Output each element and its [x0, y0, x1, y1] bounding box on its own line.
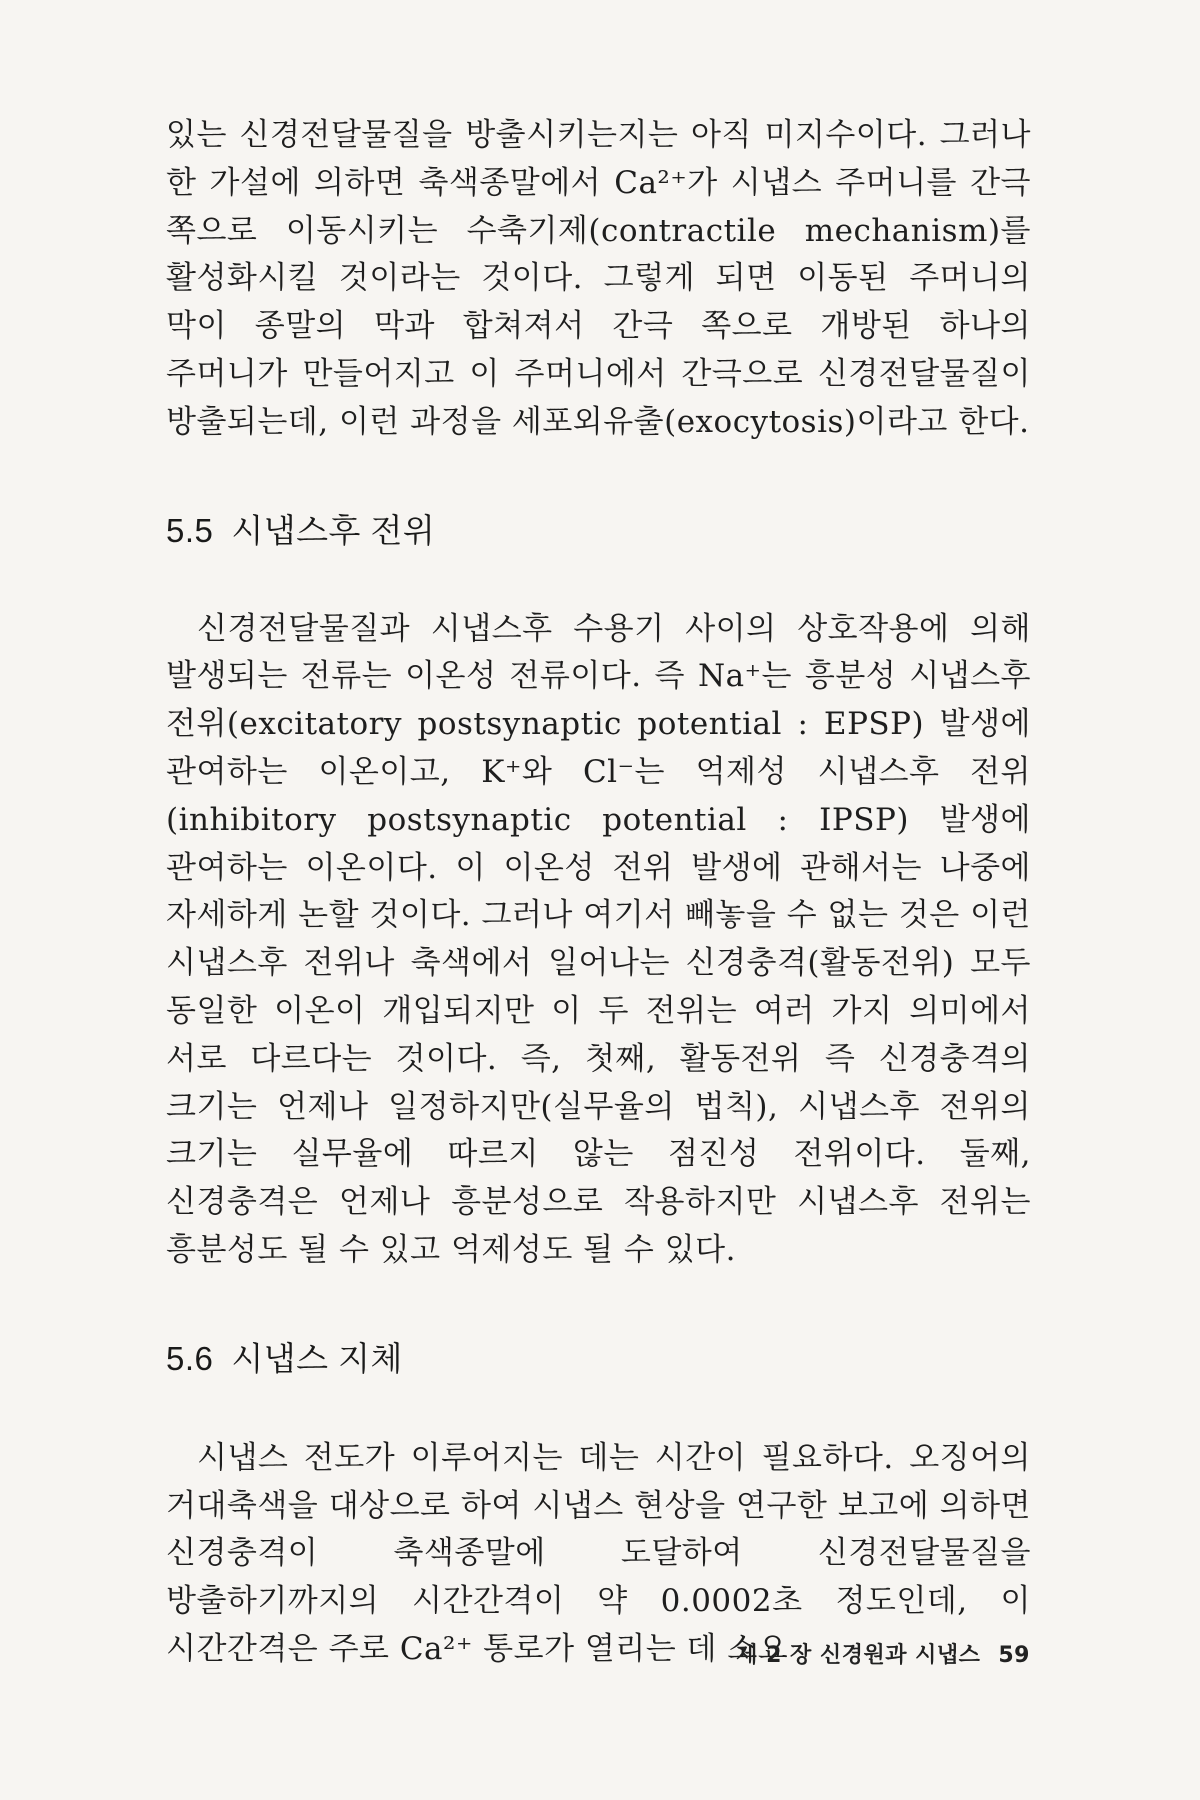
body-paragraph: 있는 신경전달물질을 방출시키는지는 아직 미지수이다. 그러나 한 가설에 의하면 축색종말에서 Ca²⁺가 시냅스 주머니를 간극 쪽으로 이동시키는 수축기제(contractile mechanism)를 활성화시킬 것이라는 것이다. 그렇게 되면 이동된 주머니의 막이 종말의 막과 합쳐져서 간극 쪽으로 개방된 하나의 주머니가 만들어지고 이 주머니에서 간극으로 신경전달물질이 방출되는데, 이런 과정을 세포외유출(exocytosis)이라고 한다.	[166, 117, 1031, 440]
text-column	[166, 112, 1031, 1674]
page-number: 59	[998, 1643, 1030, 1668]
body-paragraph: 신경전달물질과 시냅스후 수용기 사이의 상호작용에 의해 발생되는 전류는 이온성 전류이다. 즉 Na⁺는 흥분성 시냅스후 전위(excitatory postsynaptic potential : EPSP) 발생에 관여하는 이온이고, K⁺와 Cl⁻는 억제성 시냅스후 전위(inhibitory postsynaptic potential : IPSP) 발생에 관여하는 이온이다. 이 이온성 전위 발생에 관해서는 나중에 자세하게 논할 것이다. 그러나 여기서 빼놓을 수 없는 것은 이런 시냅스후 전위나 축색에서 일어나는 신경충격(활동전위) 모두 동일한 이온이 개입되지만 이 두 전위는 여러 가지 의미에서 서로 다르다는 것이다. 즉, 첫째, 활동전위 즉 신경충격의 크기는 언제나 일정하지만(실무율의 법칙), 시냅스후 전위의 크기는 실무율에 따르지 않는 점진성 전위이다. 둘째, 신경충격은 언제나 흥분성으로 작용하지만 시냅스후 전위는 흥분성도 될 수 있고 억제성도 될 수 있다.	[166, 610, 1031, 1268]
section-title: 시냅스 지체	[231, 1339, 403, 1377]
section-number: 5.6	[166, 1339, 214, 1377]
running-chapter-title: 제 2 장 신경원과 시냅스	[736, 1643, 981, 1668]
section-heading	[166, 511, 1031, 551]
section-heading	[166, 1339, 1031, 1379]
body-paragraph: 시냅스 전도가 이루어지는 데는 시간이 필요하다. 오징어의 거대축색을 대상으로 하여 시냅스 현상을 연구한 보고에 의하면 신경충격이 축색종말에 도달하여 신경전달물질을 방출하기까지의 시간간격이 약 0.0002초 정도인데, 이 시간간격은 주로 Ca²⁺ 통로가 열리는 데 소요	[166, 1439, 1031, 1667]
section-title: 시냅스후 전위	[231, 511, 436, 549]
page-footer	[736, 1638, 1030, 1669]
section-number: 5.5	[166, 511, 214, 549]
